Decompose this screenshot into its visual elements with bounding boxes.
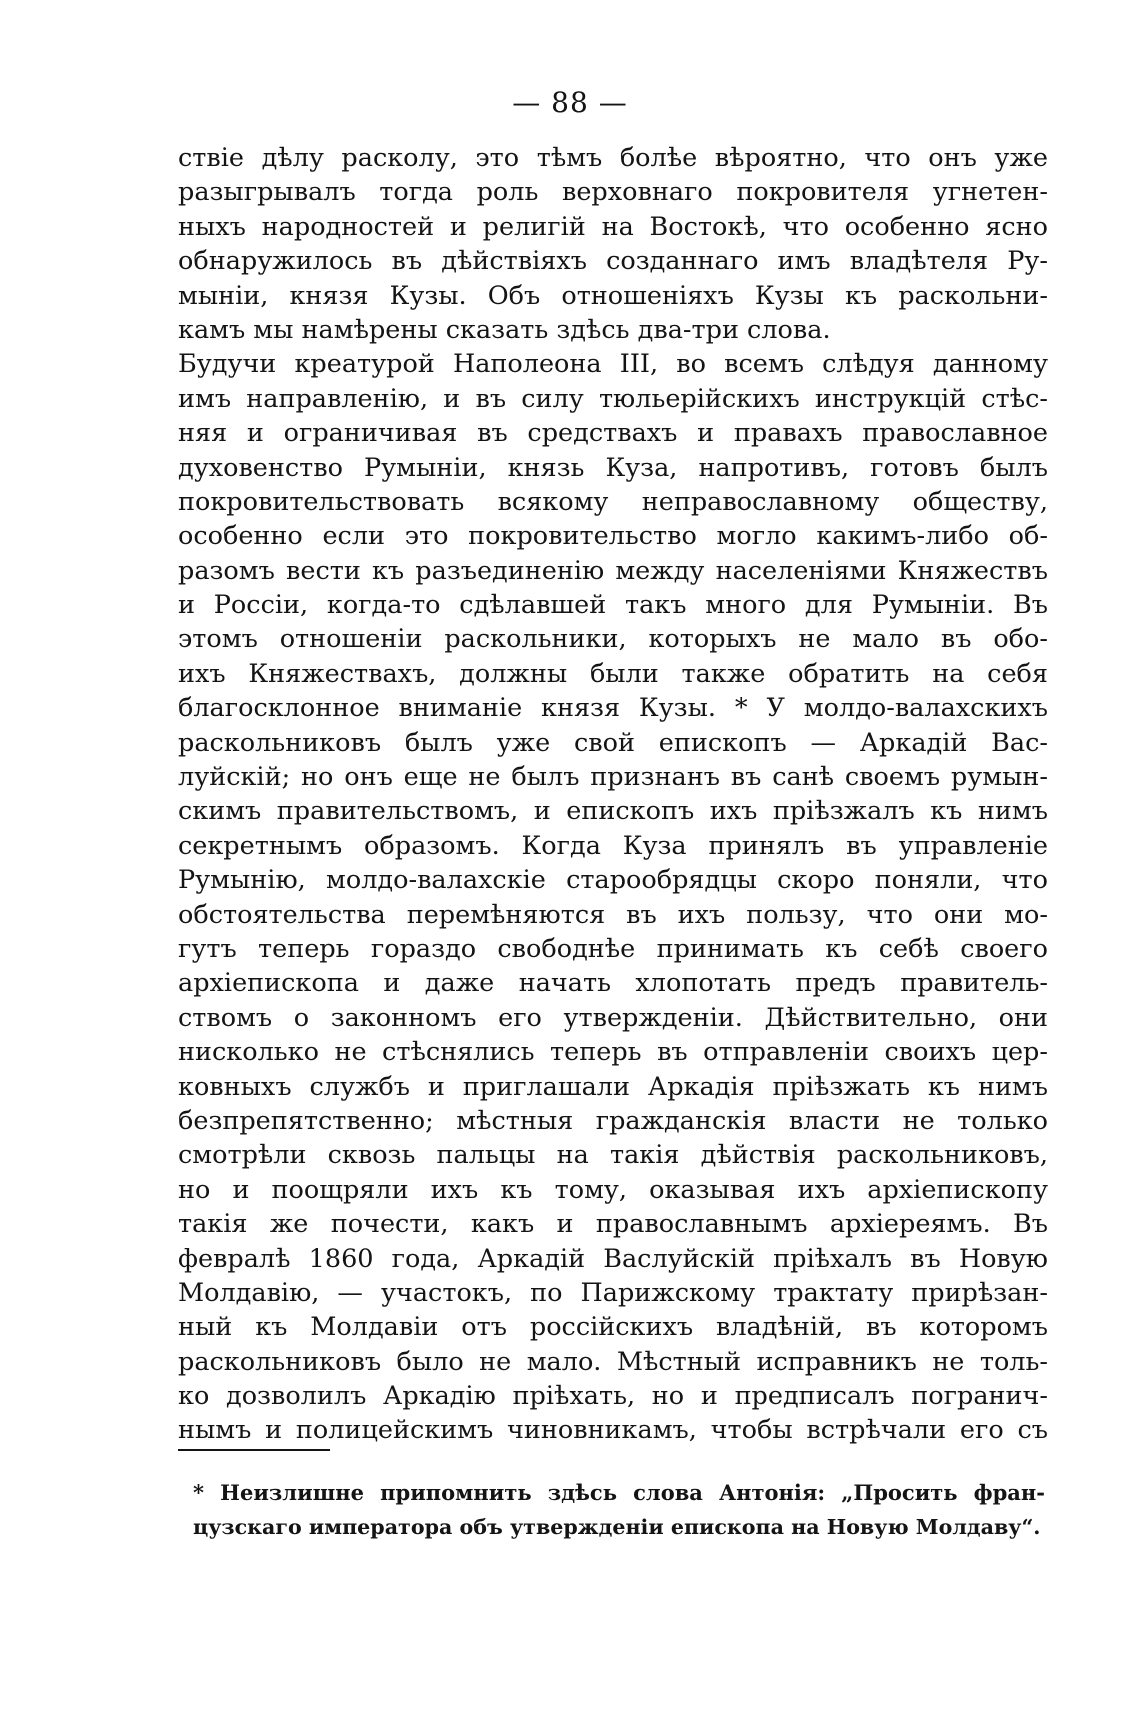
- footnote: [193, 1476, 1045, 1544]
- text-line: этомъ отношеніи раскольники, которыхъ не мало въ обо-: [178, 624, 1048, 655]
- text-line: духовенство Румыніи, князь Куза, напротивъ, готовъ былъ: [178, 452, 1048, 483]
- text-line: ствіе дѣлу расколу, это тѣмъ болѣе вѣроятно, что онъ уже: [178, 143, 1048, 173]
- text-line: обнаружилось въ дѣйствіяхъ созданнаго имъ владѣтеля Ру-: [178, 246, 1048, 277]
- text-line: разыгрывалъ тогда роль верховнаго покровителя угнетен-: [178, 177, 1048, 208]
- text-line: няя и ограничивая въ средствахъ и правахъ православное: [178, 418, 1048, 449]
- text-line: нымъ и полицейскимъ чиновникамъ, чтобы встрѣчали его съ: [178, 1415, 1048, 1446]
- page-number: — 88 —: [512, 86, 628, 119]
- footnote-divider: [178, 1449, 330, 1451]
- text-line: ко дозволилъ Аркадію пріѣхать, но и предписалъ погранич-: [178, 1381, 1048, 1412]
- text-line: луйскій; но онъ еще не былъ признанъ въ санѣ своемъ румын-: [178, 762, 1048, 793]
- text-line: имъ направленію, и въ силу тюльерійскихъ инструкцій стѣс-: [178, 383, 1048, 414]
- text-line: ковныхъ службъ и приглашали Аркадія пріѣзжать къ нимъ: [178, 1071, 1048, 1102]
- text-line: и Россіи, когда-то сдѣлавшей такъ много для Румыніи. Въ: [178, 590, 1048, 621]
- text-line: раскольниковъ было не мало. Мѣстный исправникъ не толь-: [178, 1346, 1048, 1377]
- text-line: скимъ правительствомъ, и епископъ ихъ пріѣзжалъ къ нимъ: [178, 796, 1048, 827]
- text-line: мыніи, князя Кузы. Объ отношеніяхъ Кузы къ раскольни-: [178, 280, 1048, 311]
- text-line: февралѣ 1860 года, Аркадій Васлуйскій пріѣхалъ въ Новую: [178, 1243, 1048, 1274]
- paragraph-start-line: Будучи креатурой Наполеона III, во всемъ слѣдуя данному: [178, 349, 1048, 380]
- text-line: разомъ вести къ разъединенію между населеніями Княжествъ: [178, 555, 1048, 586]
- text-line: раскольниковъ былъ уже свой епископъ — Аркадій Вас-: [178, 727, 1048, 758]
- text-line: Молдавію, — участокъ, по Парижскому трактату прирѣзан-: [178, 1277, 1048, 1308]
- footnote-line: цузскаго императора объ утвержденіи епископа на Новую Молдаву“.: [193, 1515, 1041, 1539]
- text-line: такія же почести, какъ и православнымъ архіереямъ. Въ: [178, 1209, 1048, 1240]
- text-line: смотрѣли сквозь пальцы на такія дѣйствія раскольниковъ,: [178, 1140, 1048, 1171]
- text-line: секретнымъ образомъ. Когда Куза принялъ въ управленіе: [178, 830, 1048, 861]
- text-line: ныхъ народностей и религій на Востокѣ, что особенно ясно: [178, 211, 1048, 242]
- text-line: Румынію, молдо-валахскіе старообрядцы скоро поняли, что: [178, 865, 1048, 896]
- text-line: безпрепятственно; мѣстныя гражданскія власти не только: [178, 1105, 1048, 1136]
- text-line: обстоятельства перемѣняются въ ихъ пользу, что они мо-: [178, 899, 1048, 930]
- main-text: [178, 141, 1048, 1448]
- text-line: особенно если это покровительство могло какимъ-либо об-: [178, 521, 1048, 552]
- text-line: нисколько не стѣснялись теперь въ отправленіи своихъ цер-: [178, 1037, 1048, 1068]
- text-line: но и поощряли ихъ къ тому, оказывая ихъ архіепископу: [178, 1174, 1048, 1205]
- text-line: ный къ Молдавіи отъ россійскихъ владѣній, въ которомъ: [178, 1312, 1048, 1343]
- text-line: гутъ теперь гораздо свободнѣе принимать къ себѣ своего: [178, 933, 1048, 964]
- footnote-line: * Неизлишне припомнить здѣсь слова Антонія: „Просить фран-: [193, 1480, 1045, 1505]
- text-line: покровительствовать всякому неправославному обществу,: [178, 486, 1048, 517]
- text-line: ихъ Княжествахъ, должны были также обратить на себя: [178, 658, 1048, 689]
- text-line: ствомъ о законномъ его утвержденіи. Дѣйствительно, они: [178, 1002, 1048, 1033]
- paragraph-end-line: камъ мы намѣрены сказать здѣсь два-три слова.: [178, 314, 831, 345]
- text-line: благосклонное вниманіе князя Кузы. * У молдо-валахскихъ: [178, 693, 1048, 724]
- text-line: архіепископа и даже начать хлопотать предъ правитель-: [178, 968, 1048, 999]
